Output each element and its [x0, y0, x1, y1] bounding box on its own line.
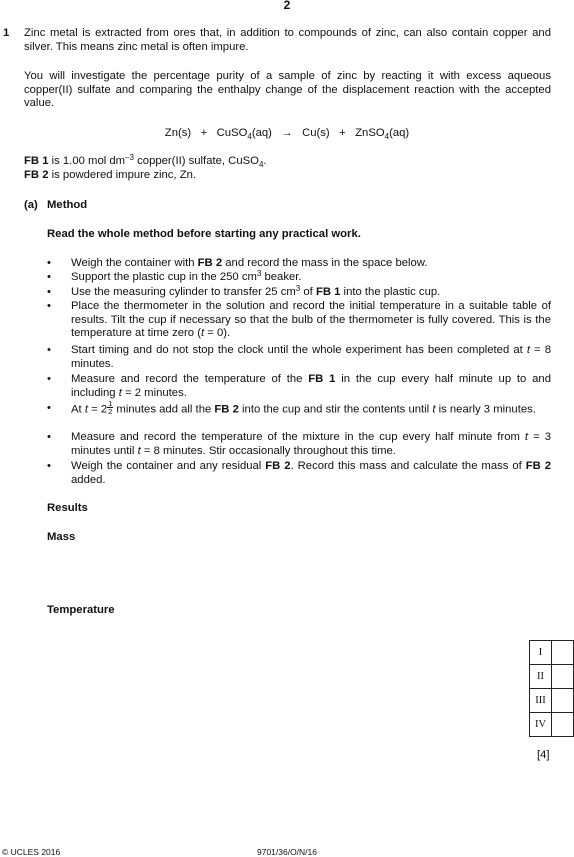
- page-number: 2: [283, 0, 291, 12]
- bullet-icon: •: [47, 286, 51, 298]
- temperature-heading: Temperature: [47, 604, 115, 616]
- eq-cuso-text: CuSO: [216, 127, 248, 139]
- eq-plus: +: [200, 127, 208, 139]
- bullet-icon: •: [47, 300, 51, 312]
- fb2-label: FB 2: [24, 169, 49, 181]
- fb1-label: FB 1: [24, 155, 49, 167]
- eq-znso-text: ZnSO: [355, 127, 385, 139]
- method-step: Use the measuring cylinder to transfer 25 $cm^3$ of FB 1 into the plastic cup.: [71, 284, 441, 298]
- bullet-icon: •: [47, 460, 51, 472]
- footer-copyright: © UCLES 2016: [2, 847, 61, 857]
- mark-row-label: IV: [530, 713, 552, 737]
- eq-zinc: Zn(s): [164, 127, 192, 139]
- fb1-superscript: –3: [125, 153, 134, 162]
- fb1-text: copper(II) sulfate, CuSO: [134, 155, 259, 167]
- bullet-icon: •: [47, 431, 51, 443]
- method-step: Weigh the container with FB 2 and record the mass in the space below.: [71, 257, 428, 269]
- reaction-equation: [0, 127, 574, 141]
- eq-state: (aq): [251, 127, 272, 139]
- fb1-text: is 1.00 mol dm: [48, 155, 126, 167]
- mark-row-label: III: [530, 689, 552, 713]
- examiner-mark-grid: [529, 640, 574, 737]
- method-step: At t = 2 $\frac{1}{2}$ minutes add all the FB 2 into the cup and stir the contents until t is nearly 3 minutes.: [71, 399, 536, 416]
- eq-subscript: 4: [384, 132, 390, 141]
- fb2-definition: [24, 169, 196, 183]
- eq-arrow: →: [281, 127, 293, 139]
- mark-box: [552, 689, 574, 713]
- fb1-subscript: 4: [258, 160, 264, 169]
- intro-paragraph: Zinc metal is extracted from ores that, in addition to compounds of zinc, can also contain copper and silver. This means zinc metal is often impure.: [24, 27, 551, 53]
- mark-box: [552, 641, 574, 665]
- investigate-paragraph: You will investigate the percentage purity of a sample of zinc by reacting it with excess aqueous copper(II) sulfate and comparing the enthalpy change of the displacement reaction with the accepted value.: [24, 70, 551, 110]
- mark-box: [552, 665, 574, 689]
- fb2-text: is powdered impure zinc, Zn.: [48, 169, 197, 181]
- bullet-icon: •: [47, 373, 51, 385]
- method-step: Start timing and do not stop the clock until the whole experiment has been completed at t = 8 minutes.: [71, 344, 551, 370]
- eq-copper: Cu(s): [302, 127, 330, 139]
- footer-paper-code: 9701/36/O/N/16: [256, 847, 317, 857]
- mass-heading: Mass: [47, 531, 76, 543]
- mark-row: [530, 713, 574, 737]
- mark-row: [530, 665, 574, 689]
- method-step: Support the plastic cup in the 250 $cm^3$ beaker.: [71, 269, 302, 283]
- eq-state: (aq): [389, 127, 410, 139]
- mark-row: [530, 689, 574, 713]
- method-step: Place the thermometer in the solution and record the initial temperature in a suitable table of results. Tilt the cup if necessary so that the bulb of the thermometer is fully covered. This is the temperature at time zero (t = 0).: [71, 300, 551, 340]
- method-step: Measure and record the temperature of the FB 1 in the cup every half minute up to and including t = 2 minutes.: [71, 373, 552, 399]
- bullet-icon: •: [47, 257, 51, 269]
- eq-subscript: 4: [247, 132, 252, 141]
- mark-row-label: II: [530, 665, 552, 689]
- marks-total: [4]: [537, 749, 550, 761]
- results-heading: Results: [47, 502, 88, 514]
- question-number: 1: [3, 27, 10, 39]
- mark-row-label: I: [530, 641, 552, 665]
- bullet-icon: •: [47, 402, 51, 414]
- method-step: Measure and record the temperature of the mixture in the cup every half minute from t = 3 minutes until t = 8 minutes. Stir occasionally throughout this time.: [71, 431, 551, 457]
- method-heading: Method: [47, 199, 88, 211]
- eq-plus: +: [339, 127, 346, 139]
- bullet-icon: •: [47, 344, 51, 356]
- eq-zinc-sulfate: [355, 127, 409, 141]
- fb1-text: .: [263, 155, 267, 167]
- eq-copper-sulfate: [217, 127, 272, 141]
- read-instruction: Read the whole method before starting any practical work.: [47, 228, 361, 240]
- fb1-definition: [24, 155, 267, 169]
- half-fraction: $\frac{1}{2}$: [108, 399, 113, 416]
- bullet-icon: •: [47, 271, 51, 283]
- mark-box: [552, 713, 574, 737]
- method-step: Weigh the container and any residual FB 2. Record this mass and calculate the mass of FB 2 added.: [71, 460, 552, 486]
- mark-row: [530, 641, 574, 665]
- part-a-label: (a): [24, 199, 38, 211]
